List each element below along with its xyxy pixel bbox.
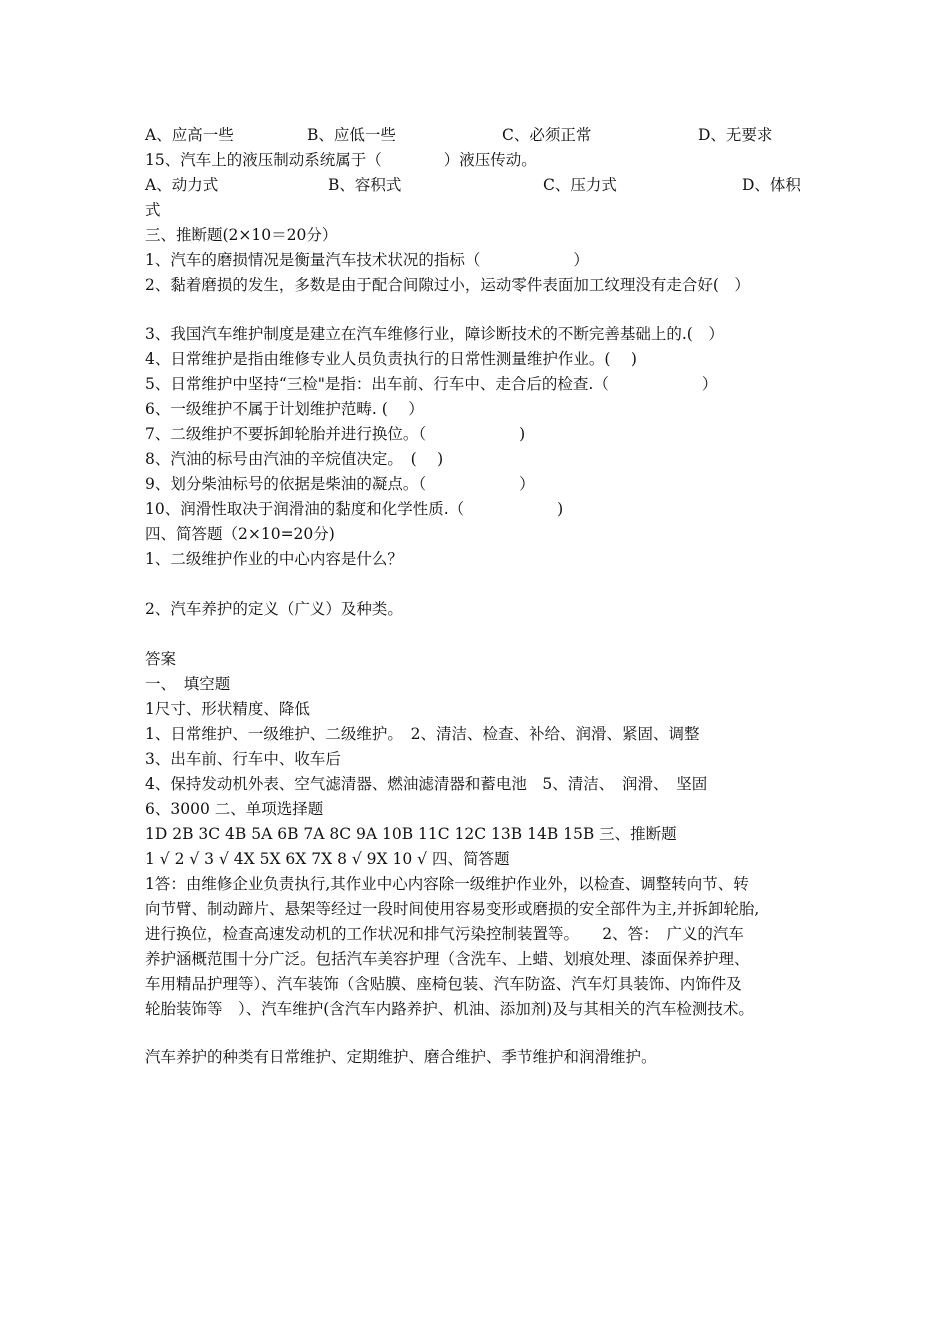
answer-line: 1、日常维护、一级维护、二级维护。 2、清洁、检查、补给、润滑、紧固、调整 bbox=[145, 725, 700, 743]
q15-option-b: B、容积式 bbox=[328, 176, 402, 194]
section3-item: 2、黏着磨损的发生，多数是由于配合间隙过小，运动零件表面加工纹理没有走合好( ） bbox=[145, 276, 750, 294]
answer-paragraph-line: 养护涵概范围十分广泛。包括汽车美容护理（含洗车、上蜡、划痕处理、漆面保养护理、 bbox=[145, 950, 750, 968]
answer-paragraph-line: 车用精品护理等）、汽车装饰（含贴膜、座椅包装、汽车防盗、汽车灯具装饰、内饰件及 bbox=[145, 975, 742, 993]
answer-paragraph-line: 进行换位，检查高速发动机的工作状况和排气污染控制装置等。 2、答： 广义的汽车 bbox=[145, 925, 744, 943]
answer-paragraph-line: 轮胎装饰等 ）、汽车维护(含汽车内路养护、机油、添加剂)及与其相关的汽车检测技术。 bbox=[145, 1000, 754, 1018]
answer-line: 1尺寸、形状精度、降低 bbox=[145, 700, 310, 718]
q15-option-c: C、压力式 bbox=[543, 176, 617, 194]
answer-line: 4、保持发动机外表、空气滤清器、燃油滤清器和蓄电池 5、清洁、 润滑、 坚固 bbox=[145, 775, 708, 793]
q15-stem: 15、汽车上的液压制动系统属于（ ）液压传动。 bbox=[145, 151, 537, 169]
section3-item: 5、日常维护中坚持“三检"是指：出车前、行车中、走合后的检查.（ ） bbox=[145, 375, 718, 393]
section3-item: 3、我国汽车维护制度是建立在汽车维修行业，障诊断技术的不断完善基础上的.( ） bbox=[145, 325, 724, 343]
q15-option-d: D、体积 bbox=[742, 176, 801, 194]
section3-item: 6、一级维护不属于计划维护范畴. ( ） bbox=[145, 400, 424, 418]
section4-title: 四、简答题（2×10=20分) bbox=[145, 525, 335, 543]
answers-heading: 答案 bbox=[145, 650, 177, 668]
section3-item: 9、划分柴油标号的依据是柴油的凝点。（ ） bbox=[145, 475, 535, 493]
answer-line: 一、 填空题 bbox=[145, 675, 231, 693]
answer-paragraph-line: 向节臂、制动蹄片、悬架等经过一段时间使用容易变形或磨损的安全部件为主,并拆卸轮胎, bbox=[145, 900, 760, 918]
section3-item: 4、日常维护是指由维修专业人员负责执行的日常性测量维护作业。( ) bbox=[145, 350, 637, 368]
q14-option-d: D、无要求 bbox=[698, 126, 773, 144]
section3-item: 10、润滑性取决于润滑油的黏度和化学性质.（ ) bbox=[145, 500, 564, 518]
answer-line: 1D 2B 3C 4B 5A 6B 7A 8C 9A 10B 11C 12C 13B 14B 15B 三、推断题 bbox=[145, 825, 677, 843]
q15-option-d-wrap: 式 bbox=[145, 201, 161, 219]
section3-item: 1、汽车的磨损情况是衡量汽车技术状况的指标（ ） bbox=[145, 251, 589, 269]
answer-final-line: 汽车养护的种类有日常维护、定期维护、磨合维护、季节维护和润滑维护。 bbox=[145, 1048, 657, 1066]
answer-line: 1 √ 2 √ 3 √ 4X 5X 6X 7X 8 √ 9X 10 √ 四、简答题 bbox=[145, 850, 510, 868]
answer-line: 6、3000 二、单项选择题 bbox=[145, 800, 324, 818]
q15-option-a: A、动力式 bbox=[145, 176, 219, 194]
section3-title: 三、推断题(2×10＝20分） bbox=[145, 226, 338, 244]
answer-paragraph-line: 1答：由维修企业负责执行,其作业中心内容除一级维护作业外，以检查、调整转向节、转 bbox=[145, 875, 749, 893]
q14-option-b: B、应低一些 bbox=[307, 126, 396, 144]
section4-item: 1、二级维护作业的中心内容是什么？ bbox=[145, 550, 403, 568]
q14-option-c: C、必须正常 bbox=[502, 126, 592, 144]
q14-option-a: A、应高一些 bbox=[145, 126, 234, 144]
section3-item: 8、汽油的标号由汽油的辛烷值决定。 ( ) bbox=[145, 450, 444, 468]
section3-item: 7、二级维护不要拆卸轮胎并进行换位。（ ) bbox=[145, 425, 526, 443]
answer-line: 3、出车前、行车中、收车后 bbox=[145, 750, 341, 768]
section4-item: 2、汽车养护的定义（广义）及种类。 bbox=[145, 600, 403, 618]
